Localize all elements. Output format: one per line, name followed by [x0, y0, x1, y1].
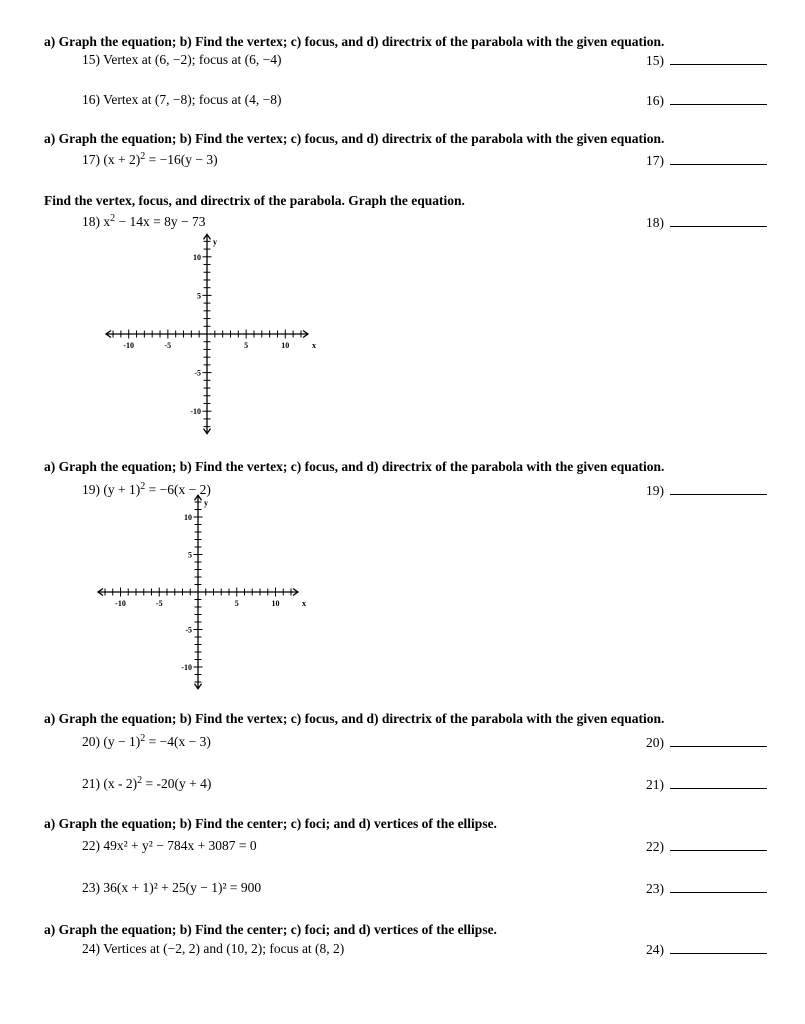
y-tick-label: 5 [197, 291, 201, 301]
x-tick-label: -10 [123, 341, 135, 350]
answer-15[interactable] [646, 52, 767, 69]
problem-number: 22) [82, 838, 100, 853]
x-tick-label: 5 [234, 599, 239, 608]
problem-text: 36(x + 1)² + 25(y − 1)² = 900 [103, 880, 262, 895]
answer-17[interactable] [646, 152, 767, 169]
problem-17 [82, 152, 218, 168]
section-heading: Find the vertex, focus, and directrix of the parabola. Graph the equation. [44, 193, 465, 208]
y-tick-label: -5 [194, 368, 201, 378]
problem-number: 24) [82, 941, 100, 956]
answer-label: 20) [646, 735, 664, 750]
answer-blank[interactable] [670, 52, 767, 65]
answer-blank[interactable] [670, 838, 767, 851]
answer-label: 18) [646, 215, 664, 230]
equation-post: − 14x = 8y − 73 [115, 214, 206, 229]
exponent: 2 [140, 481, 146, 492]
problem-20 [82, 734, 211, 750]
y-tick-label: -10 [190, 407, 201, 417]
problem-19 [82, 482, 211, 498]
answer-22[interactable] [646, 838, 767, 855]
answer-blank[interactable] [670, 880, 767, 893]
equation-pre: (y + 1) [103, 482, 141, 497]
x-axis-label: x [312, 341, 317, 350]
section-heading: a) Graph the equation; b) Find the vertex; c) focus, and d) directrix of the parabola with the given equation. [44, 459, 665, 474]
y-tick-label: -10 [181, 663, 192, 672]
answer-blank[interactable] [670, 92, 767, 105]
answer-label: 16) [646, 93, 664, 108]
equation-pre: (x - 2) [103, 776, 138, 791]
coordinate-grid-18[interactable] [100, 233, 315, 439]
x-tick-label: -5 [155, 599, 163, 608]
y-axis-label: y [204, 498, 208, 508]
answer-20[interactable] [646, 734, 767, 751]
exponent: 2 [140, 733, 146, 744]
y-tick-label: 5 [188, 550, 192, 560]
section-heading: a) Graph the equation; b) Find the vertex; c) focus, and d) directrix of the parabola with the given equation. [44, 131, 665, 146]
answer-23[interactable] [646, 880, 767, 897]
problem-number: 21) [82, 776, 100, 791]
answer-label: 19) [646, 483, 664, 498]
equation-pre: x [103, 214, 111, 229]
section-heading: a) Graph the equation; b) Find the vertex; c) focus, and d) directrix of the parabola with the given equation. [44, 34, 665, 49]
problem-number: 18) [82, 214, 100, 229]
problem-text: Vertex at (7, −8); focus at (4, −8) [103, 92, 282, 107]
x-tick-label: -10 [115, 599, 126, 608]
x-axis-label: x [301, 599, 306, 608]
y-tick-label: 10 [184, 513, 192, 522]
answer-blank[interactable] [670, 776, 767, 789]
problem-15 [82, 52, 281, 68]
problem-24 [82, 941, 344, 957]
y-axis-label: y [213, 237, 217, 247]
exponent: 2 [140, 151, 146, 162]
equation-pre: (y − 1) [103, 734, 141, 749]
answer-label: 21) [646, 777, 664, 792]
answer-label: 23) [646, 881, 664, 896]
problem-16 [82, 92, 281, 108]
problem-number: 16) [82, 92, 100, 107]
answer-19[interactable] [646, 482, 767, 499]
exponent: 2 [110, 213, 116, 224]
y-tick-label: 10 [193, 252, 201, 262]
problem-text: Vertex at (6, −2); focus at (6, −4) [103, 52, 282, 67]
equation-post: = −16(y − 3) [145, 152, 218, 167]
answer-label: 17) [646, 153, 664, 168]
problem-number: 20) [82, 734, 100, 749]
answer-blank[interactable] [670, 941, 767, 954]
section-heading: a) Graph the equation; b) Find the vertex; c) focus, and d) directrix of the parabola with the given equation. [44, 711, 665, 726]
exponent: 2 [137, 775, 143, 786]
problem-number: 15) [82, 52, 100, 67]
answer-16[interactable] [646, 92, 767, 109]
problem-21 [82, 776, 211, 792]
x-tick-label: 10 [281, 341, 290, 350]
x-tick-label: -5 [164, 341, 172, 350]
answer-label: 24) [646, 942, 664, 957]
coordinate-grid-19[interactable] [100, 498, 306, 692]
problem-23 [82, 880, 261, 896]
equation-post: = -20(y + 4) [142, 776, 212, 791]
x-tick-label: 5 [244, 341, 249, 350]
problem-number: 17) [82, 152, 100, 167]
problem-number: 19) [82, 482, 100, 497]
equation-post: = −6(x − 2) [145, 482, 211, 497]
answer-label: 22) [646, 839, 664, 854]
equation-pre: (x + 2) [103, 152, 141, 167]
answer-24[interactable] [646, 941, 767, 958]
y-tick-label: -5 [185, 625, 192, 635]
problem-number: 23) [82, 880, 100, 895]
answer-blank[interactable] [670, 214, 767, 227]
problem-text: 49x² + y² − 784x + 3087 = 0 [103, 838, 257, 853]
problem-18 [82, 214, 205, 230]
equation-post: = −4(x − 3) [145, 734, 211, 749]
answer-blank[interactable] [670, 152, 767, 165]
x-tick-label: 10 [271, 599, 280, 608]
answer-21[interactable] [646, 776, 767, 793]
answer-18[interactable] [646, 214, 767, 231]
section-heading: a) Graph the equation; b) Find the center; c) foci; and d) vertices of the ellipse. [44, 922, 497, 937]
section-heading: a) Graph the equation; b) Find the center; c) foci; and d) vertices of the ellipse. [44, 816, 497, 831]
problem-22 [82, 838, 257, 854]
answer-label: 15) [646, 53, 664, 68]
problem-text: Vertices at (−2, 2) and (10, 2); focus at (8, 2) [103, 941, 345, 956]
answer-blank[interactable] [670, 482, 767, 495]
answer-blank[interactable] [670, 734, 767, 747]
